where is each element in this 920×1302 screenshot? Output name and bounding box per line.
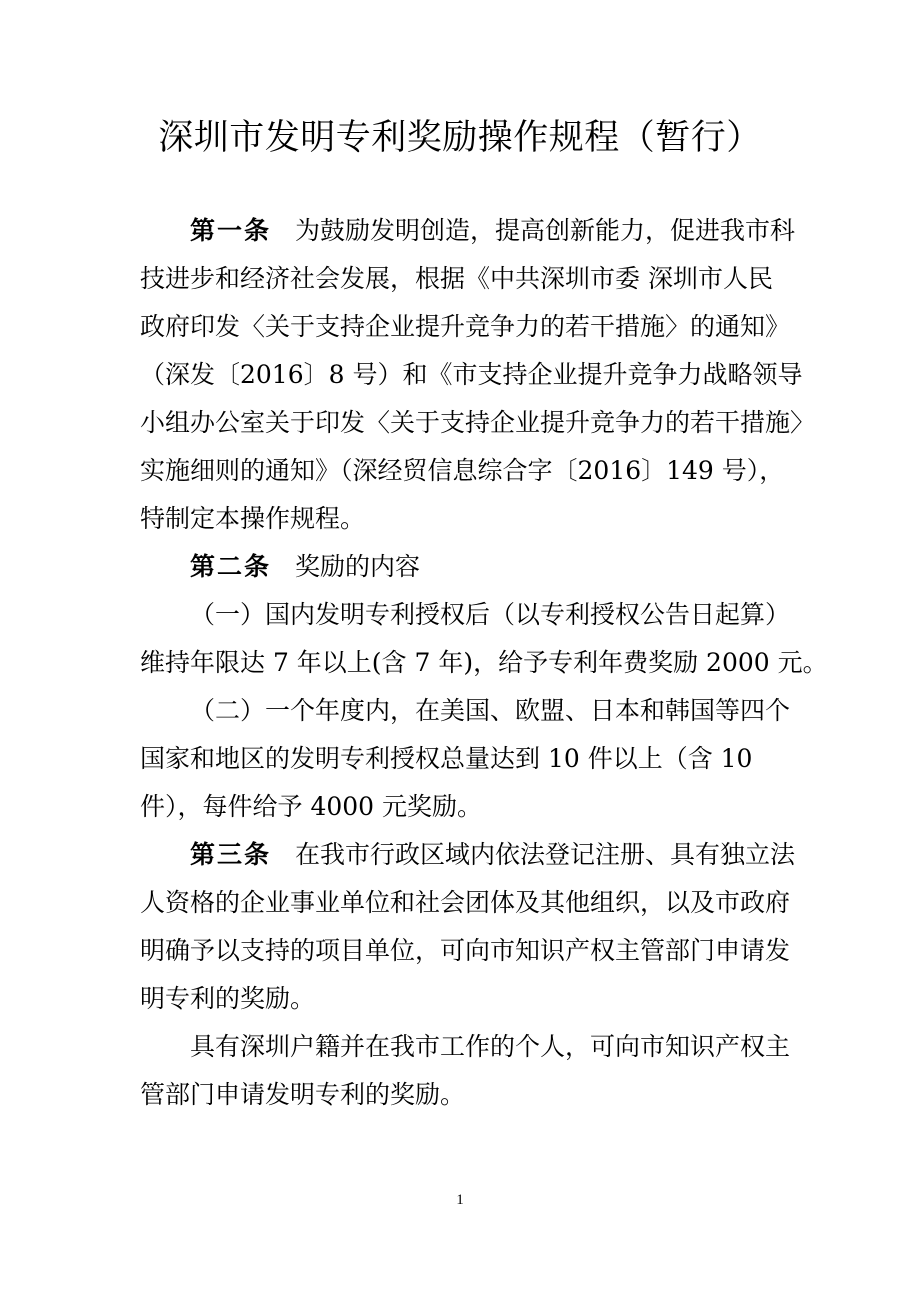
item-2-line-3: 件），每件给予 4000 元奖励。	[140, 792, 483, 821]
article-2-text-1: 奖励的内容	[295, 552, 421, 581]
article-1-line-1	[140, 207, 796, 255]
article-1-label: 第一条	[190, 216, 272, 245]
article-2-item-1	[140, 591, 828, 687]
item-2-line-2: 国家和地区的发明专利授权总量达到 10 件以上（含 10	[140, 744, 753, 773]
document-title: 深圳市发明专利奖励操作规程（暂行）	[158, 118, 762, 158]
article-1-line-5: 小组办公室关于印发〈关于支持企业提升竞争力的若干措施〉	[140, 408, 816, 437]
article-1-line-7: 特制定本操作规程。	[140, 504, 366, 533]
article-3-label: 第三条	[190, 840, 272, 869]
item-1-line-2: 维持年限达 7 年以上(含 7 年)，给予专利年费奖励 2000 元。	[140, 648, 828, 677]
article-2-label: 第二条	[190, 552, 272, 581]
article-2	[140, 543, 790, 591]
article-3-p2-line-2: 管部门申请发明专利的奖励。	[140, 1080, 466, 1109]
article-1-line-6: 实施细则的通知》（深经贸信息综合字〔2016〕149 号），	[140, 456, 785, 485]
article-1	[140, 207, 816, 543]
article-3-paragraph-2	[140, 1023, 790, 1119]
article-3	[140, 831, 796, 1023]
article-1-line-3: 政府印发〈关于支持企业提升竞争力的若干措施〉的通知》	[140, 312, 791, 341]
article-3-p2-line-1: 具有深圳户籍并在我市工作的个人，可向市知识产权主	[190, 1032, 791, 1061]
page-number: 1	[456, 1192, 464, 1208]
article-3-line-1	[140, 831, 796, 879]
document-body	[140, 207, 828, 1119]
article-2-item-2	[140, 687, 790, 831]
item-2-line-1: （二）一个年度内，在美国、欧盟、日本和韩国等四个	[190, 696, 791, 725]
article-1-line-2: 技进步和经济社会发展，根据《中共深圳市委 深圳市人民	[140, 264, 773, 293]
article-3-text-1: 在我市行政区域内依法登记注册、具有独立法	[295, 840, 796, 869]
article-3-line-4: 明专利的奖励。	[140, 984, 316, 1013]
article-3-line-2: 人资格的企业事业单位和社会团体及其他组织，以及市政府	[140, 888, 791, 917]
article-2-line-1	[140, 543, 790, 591]
article-1-line-4: （深发〔2016〕8 号）和《市支持企业提升竞争力战略领导	[140, 360, 803, 389]
article-3-line-3: 明确予以支持的项目单位，可向市知识产权主管部门申请发	[140, 936, 791, 965]
item-1-line-1: （一）国内发明专利授权后（以专利授权公告日起算）	[190, 600, 791, 629]
article-1-text-1: 为鼓励发明创造，提高创新能力，促进我市科	[295, 216, 796, 245]
